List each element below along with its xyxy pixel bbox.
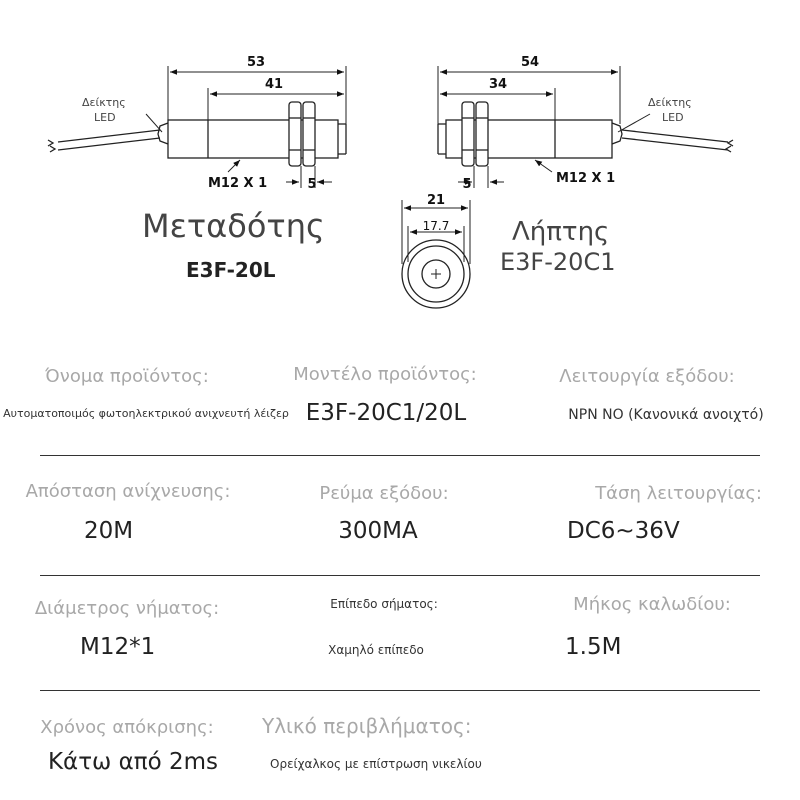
- spec-product-model-value: E3F-20C1/20L: [305, 400, 467, 426]
- receiver-drawing: [438, 66, 733, 188]
- transmitter-dim-body: 41: [264, 77, 284, 92]
- receiver-led-label-2: LED: [662, 111, 684, 124]
- spec-product-model-label: Μοντέλο προϊόντος:: [293, 364, 477, 385]
- transmitter-dim-nut: 5: [307, 177, 317, 192]
- receiver-title: Λήπτης: [512, 217, 610, 247]
- transmitter-led-label-2: LED: [94, 111, 116, 124]
- spec-housing-material-label: Υλικό περιβλήματος:: [262, 714, 472, 738]
- transmitter-title: Μεταδότης: [142, 207, 325, 245]
- receiver-dim-body: 34: [488, 77, 508, 92]
- spec-response-time-label: Χρόνος απόκρισης:: [40, 717, 214, 738]
- receiver-cable: [622, 130, 733, 152]
- sensor-dimension-diagram: [0, 0, 800, 330]
- spec-product-name-label: Όνομα προϊόντος:: [45, 366, 209, 387]
- receiver-led-cap: [612, 123, 622, 144]
- spec-output-current-label: Ρεύμα εξόδου:: [319, 483, 449, 504]
- spec-output-function-value: NPN NO (Κανονικά ανοιχτό): [568, 407, 764, 423]
- receiver-dim-nut: 5: [462, 177, 472, 192]
- front-view-drawing: [402, 200, 470, 308]
- divider-1: [40, 455, 760, 456]
- spec-signal-level-value: Χαμηλό επίπεδο: [328, 643, 424, 657]
- spec-operating-voltage-label: Τάση λειτουργίας:: [595, 483, 762, 504]
- receiver-model: E3F-20C1: [500, 248, 616, 276]
- spec-signal-level-label: Επίπεδο σήματος:: [330, 597, 438, 611]
- spec-thread-diameter-value: M12*1: [80, 634, 156, 660]
- transmitter-led-label-1: Δείκτης: [82, 96, 126, 109]
- divider-2: [40, 575, 760, 576]
- spec-output-current-value: 300MA: [338, 518, 418, 544]
- spec-housing-material-value: Ορείχαλκος με επίστρωση νικελίου: [270, 757, 482, 771]
- spec-detection-distance-label: Απόσταση ανίχνευσης:: [25, 481, 231, 502]
- transmitter-drawing: [48, 66, 346, 188]
- receiver-led-label-1: Δείκτης: [648, 96, 692, 109]
- receiver-thread-label: M12 X 1: [556, 171, 616, 186]
- spec-cable-length-label: Μήκος καλωδίου:: [573, 594, 731, 615]
- front-view-dim-inner: 17.7: [422, 219, 450, 233]
- spec-response-time-value: Κάτω από 2ms: [47, 749, 219, 775]
- spec-product-name-value: Αυτοματοποιμός φωτοηλεκτρικού ανιχνευτή λέιζερ: [3, 407, 289, 420]
- spec-detection-distance-value: 20M: [84, 518, 134, 544]
- front-view-dim-outer: 21: [426, 193, 446, 208]
- transmitter-thread-label: M12 X 1: [208, 176, 268, 191]
- spec-output-function-label: Λειτουργία εξόδου:: [559, 366, 735, 387]
- transmitter-model: E3F-20L: [186, 258, 276, 282]
- receiver-dim-total: 54: [520, 55, 540, 70]
- transmitter-cable: [48, 130, 160, 152]
- transmitter-led-cap: [158, 123, 168, 144]
- divider-3: [40, 690, 760, 691]
- transmitter-dim-total: 53: [246, 55, 266, 70]
- spec-thread-diameter-label: Διάμετρος νήματος:: [34, 598, 220, 619]
- spec-operating-voltage-value: DC6~36V: [567, 518, 680, 544]
- spec-cable-length-value: 1.5M: [565, 634, 622, 660]
